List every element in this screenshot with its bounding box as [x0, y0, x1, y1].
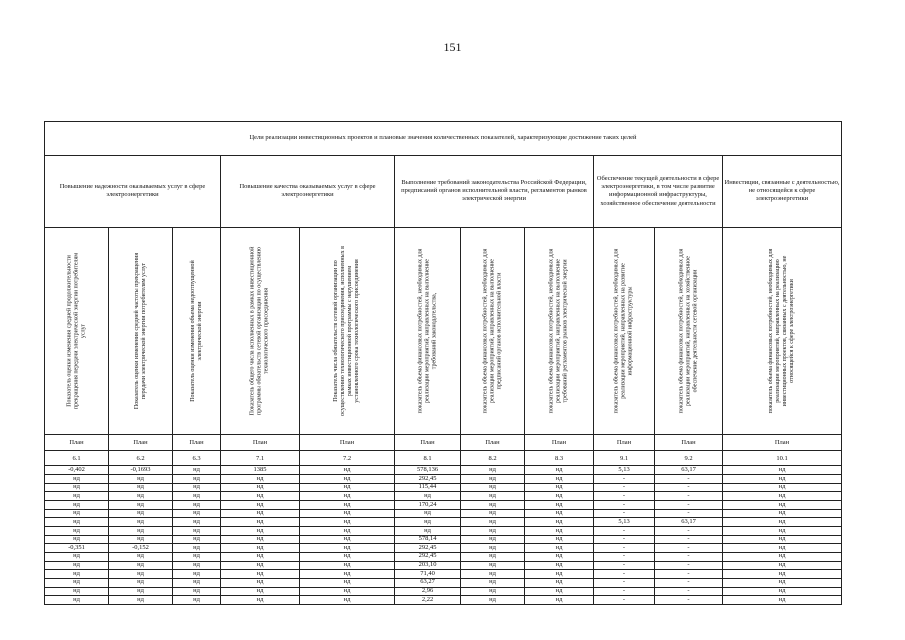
plan-label: План: [109, 435, 173, 451]
plan-label: План: [221, 435, 300, 451]
table-cell: нд: [300, 561, 395, 570]
table-cell: -: [594, 526, 655, 535]
table-cell: нд: [723, 509, 842, 518]
indicator-label: показатель объема финансовых потребностей, необходимых для реализации мероприятий, направленных на выполнение требований регламентов рынков электрической энергии: [548, 248, 569, 414]
table-cell: -: [594, 474, 655, 483]
table-cell: нд: [723, 518, 842, 527]
table-cell: нд: [461, 596, 525, 605]
indicator-label: показатель объема финансовых потребностей, необходимых для реализации мероприятий, направленных на выполнение предписаний органов исполнительной власти: [481, 248, 503, 414]
table-cell: -: [655, 509, 723, 518]
plan-label: План: [525, 435, 594, 451]
table-cell: нд: [461, 483, 525, 492]
indicator-header: [109, 228, 173, 435]
table-row: [45, 570, 842, 579]
table-cell: -: [655, 500, 723, 509]
table-cell: нд: [461, 578, 525, 587]
table-cell: нд: [173, 596, 221, 605]
table-cell: -: [655, 570, 723, 579]
table-cell: нд: [45, 552, 109, 561]
plan-label: План: [395, 435, 461, 451]
table-cell: -: [655, 561, 723, 570]
table-cell: нд: [300, 587, 395, 596]
table-cell: нд: [173, 552, 221, 561]
table-cell: нд: [525, 552, 594, 561]
indicator-label: Показатель оценки изменения средней продолжительности прекращения передачи электрической энергии потребителям услуг: [65, 253, 87, 410]
table-cell: нд: [173, 578, 221, 587]
plan-label: План: [461, 435, 525, 451]
table-cell: нд: [109, 552, 173, 561]
indicator-header: [655, 228, 723, 435]
table-cell: нд: [525, 483, 594, 492]
table-cell: нд: [173, 483, 221, 492]
table-cell: нд: [221, 509, 300, 518]
table-cell: -: [594, 535, 655, 544]
table-row: [45, 587, 842, 596]
table-cell: -: [594, 587, 655, 596]
table-cell: нд: [723, 596, 842, 605]
table-cell: нд: [461, 466, 525, 475]
table-cell: нд: [45, 561, 109, 570]
table-cell: нд: [221, 561, 300, 570]
table-cell: нд: [525, 509, 594, 518]
table-cell: нд: [173, 544, 221, 553]
table-cell: 63,17: [655, 518, 723, 527]
table-cell: нд: [461, 492, 525, 501]
table-cell: нд: [300, 544, 395, 553]
table-cell: нд: [525, 561, 594, 570]
table-row: [45, 492, 842, 501]
table-cell: -: [594, 483, 655, 492]
table-cell: нд: [173, 570, 221, 579]
table-cell: нд: [723, 483, 842, 492]
table-cell: нд: [45, 587, 109, 596]
table-cell: -: [655, 535, 723, 544]
table-cell: нд: [45, 578, 109, 587]
plan-label: План: [300, 435, 395, 451]
table-cell: 63,17: [655, 466, 723, 475]
table-cell: -: [594, 500, 655, 509]
table-row: [45, 596, 842, 605]
table-cell: 5,13: [594, 466, 655, 475]
table-cell: нд: [723, 570, 842, 579]
table-cell: нд: [525, 596, 594, 605]
table-cell: нд: [461, 570, 525, 579]
table-cell: нд: [109, 526, 173, 535]
indicator-header: [300, 228, 395, 435]
table-cell: нд: [461, 544, 525, 553]
table-row: [45, 578, 842, 587]
table-cell: 203,10: [395, 561, 461, 570]
table-cell: -0,351: [45, 544, 109, 553]
table-cell: нд: [45, 570, 109, 579]
table-cell: нд: [109, 578, 173, 587]
table-cell: нд: [221, 596, 300, 605]
column-number: 8.1: [395, 451, 461, 466]
table-cell: нд: [525, 570, 594, 579]
table-cell: 5,13: [594, 518, 655, 527]
table-cell: нд: [723, 561, 842, 570]
table-cell: 292,45: [395, 552, 461, 561]
table-cell: нд: [300, 535, 395, 544]
plan-label-row: [45, 435, 842, 451]
table-cell: нд: [221, 500, 300, 509]
table-cell: 2,22: [395, 596, 461, 605]
table-cell: нд: [461, 474, 525, 483]
table-cell: нд: [723, 492, 842, 501]
table-cell: нд: [221, 518, 300, 527]
table-cell: нд: [109, 500, 173, 509]
table-cell: нд: [45, 596, 109, 605]
table-cell: нд: [109, 518, 173, 527]
table-cell: нд: [109, 535, 173, 544]
table-cell: нд: [461, 500, 525, 509]
table-cell: нд: [109, 509, 173, 518]
table-cell: нд: [525, 544, 594, 553]
table-cell: -: [655, 587, 723, 596]
table-cell: нд: [45, 492, 109, 501]
table-cell: нд: [723, 544, 842, 553]
indicator-label: Показатель оценки изменения объема недоотпущенной электрической энергии: [189, 260, 203, 402]
table-cell: нд: [525, 474, 594, 483]
table-cell: нд: [221, 483, 300, 492]
table-cell: нд: [221, 544, 300, 553]
table-cell: нд: [525, 526, 594, 535]
table-cell: 292,45: [395, 544, 461, 553]
table-body: [45, 466, 842, 605]
table-cell: нд: [723, 500, 842, 509]
table-cell: -: [594, 596, 655, 605]
table-title-row: [45, 122, 842, 156]
table-cell: -: [655, 596, 723, 605]
table-cell: 292,45: [395, 474, 461, 483]
table-row: [45, 509, 842, 518]
table-cell: 578,136: [395, 466, 461, 475]
group-header: Повышение качества оказываемых услуг в сфере электроэнергетики: [221, 155, 395, 228]
column-number: 7.1: [221, 451, 300, 466]
indicator-label: показатель объема финансовых потребностей, необходимых для реализации мероприятий, направленных на выполнение требований законодательства,: [416, 248, 438, 414]
table-cell: нд: [173, 492, 221, 501]
table-cell: -: [594, 578, 655, 587]
indicator-header-row: [45, 228, 842, 435]
table-cell: 71,40: [395, 570, 461, 579]
column-number: 10.1: [723, 451, 842, 466]
table-cell: -: [655, 552, 723, 561]
indicator-label: показатель объема финансовых потребностей, необходимых для реализации мероприятий, направленных на развитие информационной инфраструктуры: [613, 248, 634, 414]
table-cell: -: [655, 526, 723, 535]
table-cell: нд: [300, 492, 395, 501]
table-cell: нд: [221, 570, 300, 579]
table-cell: -: [594, 509, 655, 518]
table-cell: нд: [300, 552, 395, 561]
table-cell: нд: [221, 552, 300, 561]
table-cell: нд: [109, 474, 173, 483]
table-cell: нд: [723, 526, 842, 535]
table-row: [45, 466, 842, 475]
table-cell: нд: [173, 466, 221, 475]
table-cell: -0,402: [45, 466, 109, 475]
column-number: 7.2: [300, 451, 395, 466]
table-cell: нд: [300, 474, 395, 483]
table-cell: нд: [461, 509, 525, 518]
table-cell: нд: [300, 570, 395, 579]
column-number: 6.3: [173, 451, 221, 466]
table-cell: нд: [109, 492, 173, 501]
column-number: 8.2: [461, 451, 525, 466]
table-cell: нд: [173, 518, 221, 527]
table-cell: нд: [45, 509, 109, 518]
group-header-row: [45, 155, 842, 228]
table-cell: нд: [525, 535, 594, 544]
plan-label: План: [45, 435, 109, 451]
table-cell: нд: [45, 474, 109, 483]
table-cell: нд: [173, 561, 221, 570]
table-cell: нд: [300, 483, 395, 492]
table-cell: нд: [461, 587, 525, 596]
indicator-label: Показатель числа обязательств сетевой организации по осуществлению технологического присоединения, исполненных в рамках инвестиционной программы с нарушением установленного срока технологического присоединения: [332, 246, 361, 417]
table-cell: нд: [300, 466, 395, 475]
group-header: Инвестиции, связанные с деятельностью, не относящейся к сфере электроэнергетики: [723, 155, 842, 228]
table-row: [45, 544, 842, 553]
indicator-header: [221, 228, 300, 435]
table-cell: нд: [221, 578, 300, 587]
group-header: Обеспечение текущей деятельности в сфере электроэнергетики, в том числе развитие информационной инфраструктуры, хозяйственное обеспечение деятельности: [594, 155, 723, 228]
table-cell: нд: [525, 587, 594, 596]
table-cell: нд: [109, 596, 173, 605]
table-cell: нд: [461, 535, 525, 544]
table-cell: 578,14: [395, 535, 461, 544]
indicator-header: [723, 228, 842, 435]
table-row: [45, 526, 842, 535]
group-header: Выполнение требований законодательства Российской Федерации, предписаний органов исполнительной власти, регламентов рынков электрической энергии: [395, 155, 594, 228]
table-cell: нд: [221, 587, 300, 596]
table-cell: нд: [723, 466, 842, 475]
table-cell: нд: [109, 570, 173, 579]
targets-table: [44, 121, 842, 605]
indicator-label: Показатель общего числа исполненных в рамках инвестиционной программы обязательств сетевой организации по осуществлению технологического присоединения: [249, 246, 270, 416]
table-cell: нд: [395, 526, 461, 535]
table-cell: нд: [173, 587, 221, 596]
table-cell: нд: [45, 483, 109, 492]
table-row: [45, 552, 842, 561]
table-cell: нд: [221, 492, 300, 501]
plan-label: План: [723, 435, 842, 451]
indicator-label: Показатель оценки изменения средней частоты прекращения передачи электрической энергии потребителям услуг: [133, 253, 147, 410]
table-cell: 2,96: [395, 587, 461, 596]
table-cell: нд: [109, 483, 173, 492]
table-cell: нд: [461, 526, 525, 535]
plan-label: План: [594, 435, 655, 451]
table-cell: нд: [45, 518, 109, 527]
table-cell: -: [655, 483, 723, 492]
table-cell: нд: [300, 596, 395, 605]
table-cell: -: [594, 544, 655, 553]
table-cell: -: [594, 552, 655, 561]
column-number: 8.3: [525, 451, 594, 466]
column-number: 9.1: [594, 451, 655, 466]
table-cell: -: [594, 570, 655, 579]
indicator-label: показатель объема финансовых потребностей, необходимых для реализации мероприятий, направленных на реализацию инвестиционных проектов, связанных с деятельностью, не относящейся к сфере электроэнергетики: [767, 248, 796, 414]
table-cell: нд: [525, 578, 594, 587]
indicator-header: [395, 228, 461, 435]
table-cell: нд: [461, 552, 525, 561]
table-cell: -0,152: [109, 544, 173, 553]
column-number: 6.1: [45, 451, 109, 466]
table-cell: нд: [221, 474, 300, 483]
page-number: 151: [443, 40, 462, 54]
table-cell: -: [655, 474, 723, 483]
table-cell: нд: [723, 535, 842, 544]
table-cell: нд: [723, 474, 842, 483]
indicator-header: [461, 228, 525, 435]
indicator-label: показатель объема финансовых потребностей, необходимых для реализации мероприятий, направленных на хозяйственное обеспечение деятельности сетевой организации: [677, 248, 699, 414]
table-cell: нд: [45, 500, 109, 509]
table-cell: нд: [300, 509, 395, 518]
table-cell: нд: [723, 587, 842, 596]
table-cell: -: [594, 561, 655, 570]
table-cell: нд: [723, 578, 842, 587]
table-cell: -: [594, 492, 655, 501]
table-row: [45, 518, 842, 527]
group-header: Повышение надежности оказываемых услуг в сфере электроэнергетики: [45, 155, 221, 228]
table-cell: нд: [173, 474, 221, 483]
indicator-header: [45, 228, 109, 435]
table-cell: нд: [221, 526, 300, 535]
table-cell: 63,27: [395, 578, 461, 587]
table-cell: нд: [525, 518, 594, 527]
indicator-header: [594, 228, 655, 435]
plan-label: План: [173, 435, 221, 451]
table-cell: нд: [109, 561, 173, 570]
table-cell: -: [655, 578, 723, 587]
column-number: 9.2: [655, 451, 723, 466]
table-cell: нд: [45, 526, 109, 535]
table-cell: нд: [395, 518, 461, 527]
indicator-header: [525, 228, 594, 435]
table-row: [45, 483, 842, 492]
table-row: [45, 535, 842, 544]
column-number: 6.2: [109, 451, 173, 466]
table-cell: нд: [221, 535, 300, 544]
table-cell: нд: [300, 500, 395, 509]
plan-label: План: [655, 435, 723, 451]
table-cell: нд: [300, 526, 395, 535]
table-cell: 1385: [221, 466, 300, 475]
table-cell: нд: [173, 535, 221, 544]
table-cell: -0,1693: [109, 466, 173, 475]
table-cell: нд: [173, 526, 221, 535]
table-title: Цели реализации инвестиционных проектов и плановые значения количественных показателей, характеризующие достижение таких целей: [45, 122, 842, 156]
indicator-header: [173, 228, 221, 435]
table-cell: нд: [173, 500, 221, 509]
table-cell: нд: [461, 518, 525, 527]
table-cell: нд: [525, 492, 594, 501]
table-cell: нд: [461, 561, 525, 570]
table-cell: нд: [525, 466, 594, 475]
table-cell: -: [655, 492, 723, 501]
table-cell: нд: [300, 518, 395, 527]
table-cell: нд: [395, 492, 461, 501]
table-cell: нд: [173, 509, 221, 518]
table-cell: нд: [723, 552, 842, 561]
table-cell: нд: [395, 509, 461, 518]
table-cell: -: [655, 544, 723, 553]
table-cell: 115,44: [395, 483, 461, 492]
column-number-row: [45, 451, 842, 466]
table-cell: нд: [109, 587, 173, 596]
table-row: [45, 474, 842, 483]
table-row: [45, 561, 842, 570]
table-row: [45, 500, 842, 509]
table-cell: нд: [300, 578, 395, 587]
table-cell: 170,24: [395, 500, 461, 509]
table-cell: нд: [525, 500, 594, 509]
table-cell: нд: [45, 535, 109, 544]
